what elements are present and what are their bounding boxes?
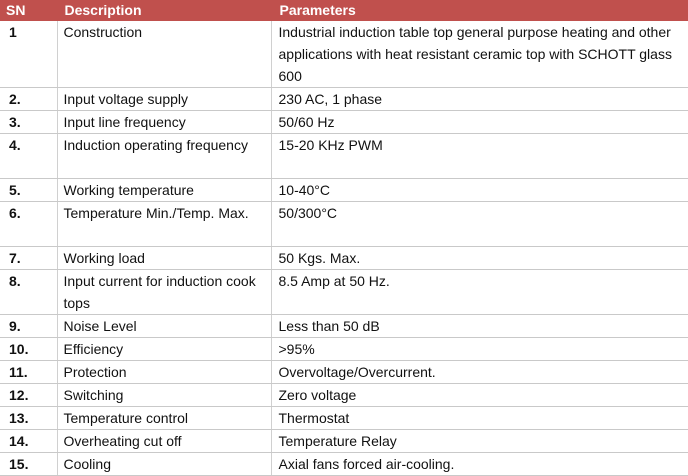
table-row bbox=[0, 430, 688, 453]
table-header-row bbox=[0, 0, 688, 21]
row-parameter: 230 AC, 1 phase bbox=[271, 88, 688, 111]
row-parameter: Axial fans forced air-cooling. bbox=[271, 453, 688, 476]
row-description: Working temperature bbox=[57, 179, 271, 202]
row-sn: 7. bbox=[0, 247, 57, 270]
row-parameter: 50 Kgs. Max. bbox=[271, 247, 688, 270]
table-row bbox=[0, 202, 688, 247]
row-sn: 10. bbox=[0, 338, 57, 361]
row-description: Efficiency bbox=[57, 338, 271, 361]
table-row bbox=[0, 384, 688, 407]
row-parameter: 50/300°C bbox=[271, 202, 688, 247]
table-row bbox=[0, 315, 688, 338]
table-row bbox=[0, 111, 688, 134]
row-description: Induction operating frequency bbox=[57, 134, 271, 179]
row-parameter: Thermostat bbox=[271, 407, 688, 430]
row-parameter: 8.5 Amp at 50 Hz. bbox=[271, 270, 688, 315]
row-sn: 6. bbox=[0, 202, 57, 247]
row-description: Input line frequency bbox=[57, 111, 271, 134]
table-row bbox=[0, 134, 688, 179]
row-sn: 13. bbox=[0, 407, 57, 430]
table-row bbox=[0, 179, 688, 202]
table-row bbox=[0, 407, 688, 430]
row-sn: 5. bbox=[0, 179, 57, 202]
row-parameter: Less than 50 dB bbox=[271, 315, 688, 338]
row-description: Overheating cut off bbox=[57, 430, 271, 453]
row-description: Cooling bbox=[57, 453, 271, 476]
row-parameter: Zero voltage bbox=[271, 384, 688, 407]
column-header-sn: SN bbox=[0, 0, 57, 21]
row-sn: 8. bbox=[0, 270, 57, 315]
row-sn: 3. bbox=[0, 111, 57, 134]
row-description: Protection bbox=[57, 361, 271, 384]
row-parameter: 10-40°C bbox=[271, 179, 688, 202]
row-sn: 9. bbox=[0, 315, 57, 338]
column-header-parameters: Parameters bbox=[271, 0, 688, 21]
row-parameter: Overvoltage/Overcurrent. bbox=[271, 361, 688, 384]
row-sn: 14. bbox=[0, 430, 57, 453]
row-description: Input current for induction cook tops bbox=[57, 270, 271, 315]
row-parameter: 50/60 Hz bbox=[271, 111, 688, 134]
row-description: Noise Level bbox=[57, 315, 271, 338]
row-description: Switching bbox=[57, 384, 271, 407]
row-description: Construction bbox=[57, 21, 271, 88]
row-sn: 12. bbox=[0, 384, 57, 407]
row-sn: 11. bbox=[0, 361, 57, 384]
table-row bbox=[0, 338, 688, 361]
row-parameter: Industrial induction table top general purpose heating and other applications with heat resistant ceramic top with SCHOTT glass 600 bbox=[271, 21, 688, 88]
table-row bbox=[0, 247, 688, 270]
row-description: Working load bbox=[57, 247, 271, 270]
row-parameter: Temperature Relay bbox=[271, 430, 688, 453]
row-sn: 1 bbox=[0, 21, 57, 88]
row-sn: 4. bbox=[0, 134, 57, 179]
row-parameter: 15-20 KHz PWM bbox=[271, 134, 688, 179]
table-row bbox=[0, 361, 688, 384]
row-sn: 15. bbox=[0, 453, 57, 476]
table-row bbox=[0, 270, 688, 315]
row-description: Temperature Min./Temp. Max. bbox=[57, 202, 271, 247]
table-row bbox=[0, 88, 688, 111]
table-row bbox=[0, 453, 688, 476]
table-row bbox=[0, 21, 688, 88]
row-parameter: >95% bbox=[271, 338, 688, 361]
column-header-description: Description bbox=[57, 0, 271, 21]
row-description: Temperature control bbox=[57, 407, 271, 430]
row-sn: 2. bbox=[0, 88, 57, 111]
row-description: Input voltage supply bbox=[57, 88, 271, 111]
